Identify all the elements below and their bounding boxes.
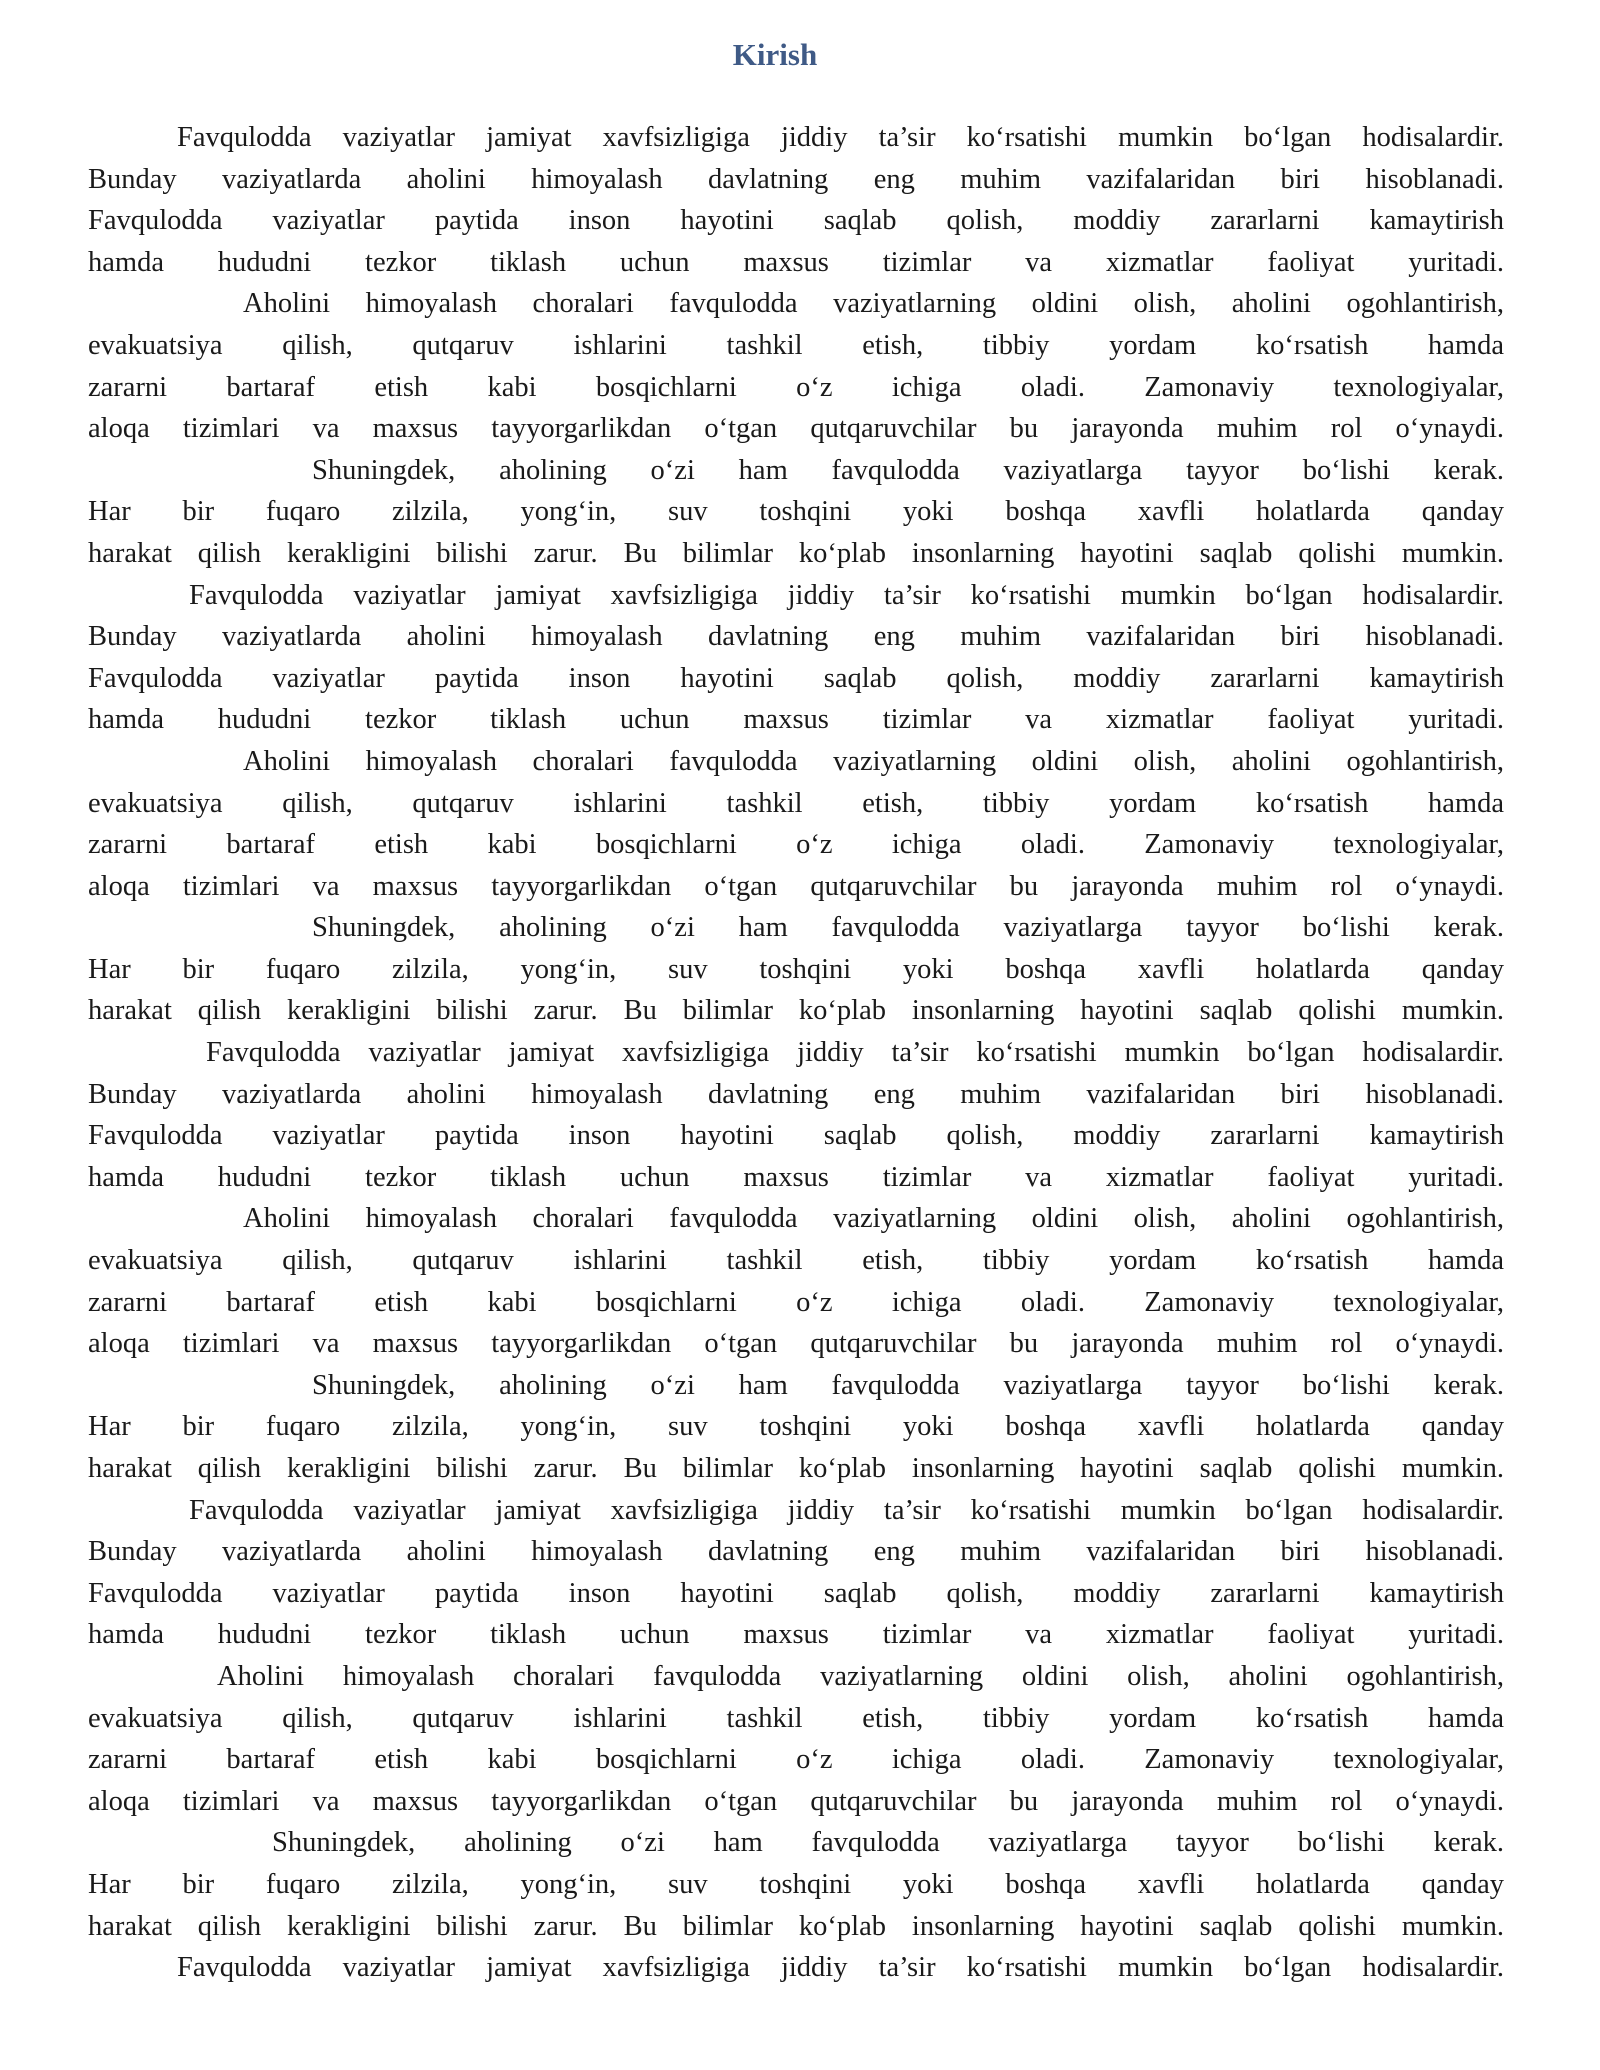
- text-line: aloqa tizimlari va maxsus tayyorgarlikdan o‘tgan qutqaruvchilar bu jarayonda muhim rol o‘ynaydi.: [88, 413, 1504, 445]
- text-line: Favqulodda vaziyatlar jamiyat xavfsizligiga jiddiy ta’sir ko‘rsatishi mumkin bo‘lgan hodisalardir.: [189, 1494, 1504, 1526]
- text-line: evakuatsiya qilish, qutqaruv ishlarini tashkil etish, tibbiy yordam ko‘rsatish hamda: [88, 787, 1504, 819]
- text-line: Har bir fuqaro zilzila, yong‘in, suv toshqini yoki boshqa xavfli holatlarda qanday: [88, 1868, 1504, 1900]
- text-line: Favqulodda vaziyatlar jamiyat xavfsizligiga jiddiy ta’sir ko‘rsatishi mumkin bo‘lgan hodisalardir.: [189, 579, 1504, 611]
- text-line: Aholini himoyalash choralari favqulodda vaziyatlarning oldini olish, aholini ogohlantirish,: [243, 288, 1504, 320]
- text-line: Shuningdek, aholining o‘zi ham favqulodda vaziyatlarga tayyor bo‘lishi kerak.: [312, 1369, 1504, 1401]
- text-line: Bunday vaziyatlarda aholini himoyalash davlatning eng muhim vazifalaridan biri hisoblanadi.: [88, 163, 1504, 195]
- text-line: Har bir fuqaro zilzila, yong‘in, suv toshqini yoki boshqa xavfli holatlarda qanday: [88, 953, 1504, 985]
- text-line: Bunday vaziyatlarda aholini himoyalash davlatning eng muhim vazifalaridan biri hisoblanadi.: [88, 1078, 1504, 1110]
- text-line: Favqulodda vaziyatlar paytida inson hayotini saqlab qolish, moddiy zararlarni kamaytirish: [88, 205, 1504, 237]
- text-line: Bunday vaziyatlarda aholini himoyalash davlatning eng muhim vazifalaridan biri hisoblanadi.: [88, 621, 1504, 653]
- text-line: hamda hududni tezkor tiklash uchun maxsus tizimlar va xizmatlar faoliyat yuritadi.: [88, 704, 1504, 736]
- text-line: aloqa tizimlari va maxsus tayyorgarlikdan o‘tgan qutqaruvchilar bu jarayonda muhim rol o‘ynaydi.: [88, 870, 1504, 902]
- text-line: Favqulodda vaziyatlar jamiyat xavfsizligiga jiddiy ta’sir ko‘rsatishi mumkin bo‘lgan hodisalardir.: [177, 1952, 1504, 1984]
- text-line: Favqulodda vaziyatlar jamiyat xavfsizligiga jiddiy ta’sir ko‘rsatishi mumkin bo‘lgan hodisalardir.: [177, 122, 1504, 153]
- text-line: hamda hududni tezkor tiklash uchun maxsus tizimlar va xizmatlar faoliyat yuritadi.: [88, 1161, 1504, 1193]
- body-text: [88, 117, 1504, 1989]
- text-line: evakuatsiya qilish, qutqaruv ishlarini tashkil etish, tibbiy yordam ko‘rsatish hamda: [88, 329, 1504, 361]
- text-line: harakat qilish kerakligini bilishi zarur. Bu bilimlar ko‘plab insonlarning hayotini saqlab qolishi mumkin.: [88, 1453, 1504, 1484]
- text-line: Favqulodda vaziyatlar paytida inson hayotini saqlab qolish, moddiy zararlarni kamaytirish: [88, 662, 1504, 694]
- text-line: Favqulodda vaziyatlar paytida inson hayotini saqlab qolish, moddiy zararlarni kamaytirish: [88, 1120, 1504, 1152]
- text-line: zararni bartaraf etish kabi bosqichlarni o‘z ichiga oladi. Zamonaviy texnologiyalar,: [88, 1286, 1504, 1318]
- text-line: Har bir fuqaro zilzila, yong‘in, suv toshqini yoki boshqa xavfli holatlarda qanday: [88, 496, 1504, 528]
- text-line: aloqa tizimlari va maxsus tayyorgarlikdan o‘tgan qutqaruvchilar bu jarayonda muhim rol o‘ynaydi.: [88, 1328, 1504, 1360]
- text-line: Aholini himoyalash choralari favqulodda vaziyatlarning oldini olish, aholini ogohlantirish,: [217, 1660, 1504, 1692]
- text-line: Aholini himoyalash choralari favqulodda vaziyatlarning oldini olish, aholini ogohlantirish,: [243, 745, 1504, 777]
- text-line: hamda hududni tezkor tiklash uchun maxsus tizimlar va xizmatlar faoliyat yuritadi.: [88, 246, 1504, 278]
- text-line: Shuningdek, aholining o‘zi ham favqulodda vaziyatlarga tayyor bo‘lishi kerak.: [312, 912, 1504, 944]
- text-line: Favqulodda vaziyatlar jamiyat xavfsizligiga jiddiy ta’sir ko‘rsatishi mumkin bo‘lgan hodisalardir.: [206, 1037, 1504, 1069]
- text-line: evakuatsiya qilish, qutqaruv ishlarini tashkil etish, tibbiy yordam ko‘rsatish hamda: [88, 1702, 1504, 1734]
- text-line: Aholini himoyalash choralari favqulodda vaziyatlarning oldini olish, aholini ogohlantirish,: [243, 1203, 1504, 1235]
- text-line: evakuatsiya qilish, qutqaruv ishlarini tashkil etish, tibbiy yordam ko‘rsatish hamda: [88, 1245, 1504, 1277]
- text-line: harakat qilish kerakligini bilishi zarur. Bu bilimlar ko‘plab insonlarning hayotini saqlab qolishi mumkin.: [88, 537, 1504, 569]
- text-line: Favqulodda vaziyatlar paytida inson hayotini saqlab qolish, moddiy zararlarni kamaytirish: [88, 1577, 1504, 1609]
- text-line: zararni bartaraf etish kabi bosqichlarni o‘z ichiga oladi. Zamonaviy texnologiyalar,: [88, 371, 1504, 403]
- text-line: zararni bartaraf etish kabi bosqichlarni o‘z ichiga oladi. Zamonaviy texnologiyalar,: [88, 829, 1504, 861]
- text-line: hamda hududni tezkor tiklash uchun maxsus tizimlar va xizmatlar faoliyat yuritadi.: [88, 1619, 1504, 1651]
- text-line: Bunday vaziyatlarda aholini himoyalash davlatning eng muhim vazifalaridan biri hisoblanadi.: [88, 1536, 1504, 1568]
- text-line: Shuningdek, aholining o‘zi ham favqulodda vaziyatlarga tayyor bo‘lishi kerak.: [272, 1827, 1504, 1859]
- text-line: harakat qilish kerakligini bilishi zarur. Bu bilimlar ko‘plab insonlarning hayotini saqlab qolishi mumkin.: [88, 995, 1504, 1027]
- text-line: Shuningdek, aholining o‘zi ham favqulodda vaziyatlarga tayyor bo‘lishi kerak.: [312, 454, 1504, 486]
- text-line: aloqa tizimlari va maxsus tayyorgarlikdan o‘tgan qutqaruvchilar bu jarayonda muhim rol o‘ynaydi.: [88, 1785, 1504, 1817]
- page-title: Kirish: [732, 37, 818, 72]
- text-line: zararni bartaraf etish kabi bosqichlarni o‘z ichiga oladi. Zamonaviy texnologiyalar,: [88, 1744, 1504, 1776]
- text-line: harakat qilish kerakligini bilishi zarur. Bu bilimlar ko‘plab insonlarning hayotini saqlab qolishi mumkin.: [88, 1910, 1504, 1942]
- text-line: Har bir fuqaro zilzila, yong‘in, suv toshqini yoki boshqa xavfli holatlarda qanday: [88, 1411, 1504, 1443]
